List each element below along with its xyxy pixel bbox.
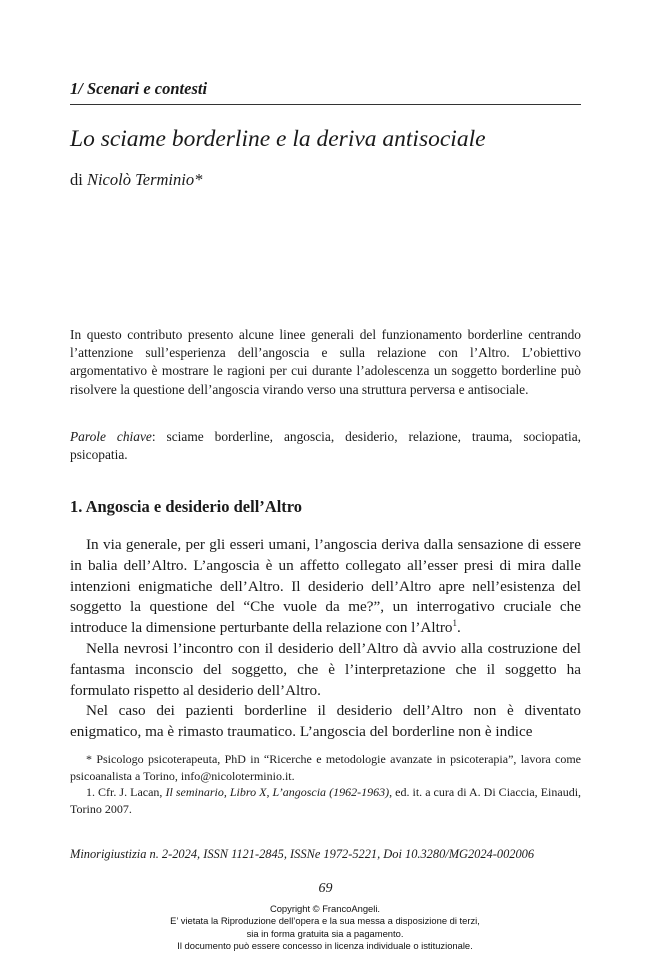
abstract: In questo contributo presento alcune linee generali del funzionamento borderline centrando l’attenzione sull’esperienza dell’angoscia e sulla relazione con l’Altro. L’obiettivo argomentativo è mostrare le ragioni per cui durante l’adolescenza un soggetto borderline può risolvere la questione dell’angoscia virando verso una struttura perversa e antisociale. xyxy=(70,327,581,397)
copyright-line: Copyright © FrancoAngeli. xyxy=(269,903,381,914)
paragraph: Nel caso dei pazienti borderline il desiderio dell’Altro non è diventato enigmatico, ma è rimasto traumatico. L’angoscia del borderline non è indice xyxy=(70,702,581,741)
footnote-1-pre: 1. Cfr. J. Lacan, xyxy=(86,785,166,800)
author-name: Nicolò Terminio* xyxy=(86,170,203,189)
copyright-line: Il documento può essere concesso in licenza individuale o istituzionale. xyxy=(177,940,473,952)
header-rule xyxy=(70,104,581,105)
paragraph: In via generale, per gli esseri umani, l’angoscia deriva dalla sensazione di essere in balia dell’Altro. L’angoscia è un affetto collegato all’esser presi di mira dalle intenzioni enigmatiche dell’Altro. Il desiderio dell’Altro apre nell’esistenza del soggetto la questione del “Che vuole da me?”, un interrogativo cruciale che introduce la dimensione perturbante della relazione con l’Altro$^1$. xyxy=(70,536,581,637)
footnotes xyxy=(70,751,581,817)
paragraph: Nella nevrosi l’incontro con il desiderio dell’Altro dà avvio alla costruzione del fantasma inconscio del soggetto, che è l’interpretazione che il soggetto ha formulato rispetto al desiderio dell’Altro. xyxy=(70,639,581,699)
section-label: 1/ Scenari e contesti xyxy=(70,79,208,98)
copyright-notice xyxy=(0,903,650,953)
footnote-ref[interactable]: 1 xyxy=(452,618,457,629)
section-heading: 1. Angoscia e desiderio dell’Altro xyxy=(70,497,303,516)
footnote-1-title: Il seminario, Libro X, L’angoscia (1962-1963) xyxy=(165,785,390,800)
article-title: Lo sciame borderline e la deriva antisociale xyxy=(70,126,486,152)
footnote-1 xyxy=(70,784,581,817)
footnote-author: * Psicologo psicoterapeuta, PhD in “Ricerche e metodologie avanzate in psicoterapia”, lavora come psicoanalista a Torino, info@nicoloterminio.it. xyxy=(70,752,581,783)
page-number: 69 xyxy=(318,881,333,896)
byline-prefix: di xyxy=(70,170,83,189)
paragraph-text: In via generale, per gli esseri umani, l’angoscia deriva dalla sensazione di essere in balia dell’Altro. L’angoscia è un affetto collegato all’esser presi di mira dalle intenzioni enigmatiche dell’Altro. Il desiderio dell’Altro apre nell’esistenza del soggetto la questione del “Che vuole da me?”, un interrogativo cruciale che introduce la dimensione perturbante della relazione con l’Altro xyxy=(70,536,581,637)
journal-reference: Minorigiustizia n. 2-2024, ISSN 1121-2845, ISSNe 1972-5221, Doi 10.3280/MG2024-002006 xyxy=(70,847,535,861)
keywords xyxy=(70,428,581,464)
footnote-1-post: , ed. it. a cura di A. Di Ciaccia, Einaudi, Torino 2007. xyxy=(70,785,582,816)
body-text xyxy=(70,535,581,743)
keywords-label: Parole chiave xyxy=(70,429,152,444)
copyright-line: sia in forma gratuita sia a pagamento. xyxy=(246,927,404,939)
copyright-line: E’ vietata la Riproduzione dell’opera e la sua messa a disposizione di terzi, xyxy=(170,915,480,927)
byline xyxy=(70,170,202,190)
keywords-text: : sciame borderline, angoscia, desiderio, relazione, trauma, sociopatia, psicopatia. xyxy=(70,429,581,463)
